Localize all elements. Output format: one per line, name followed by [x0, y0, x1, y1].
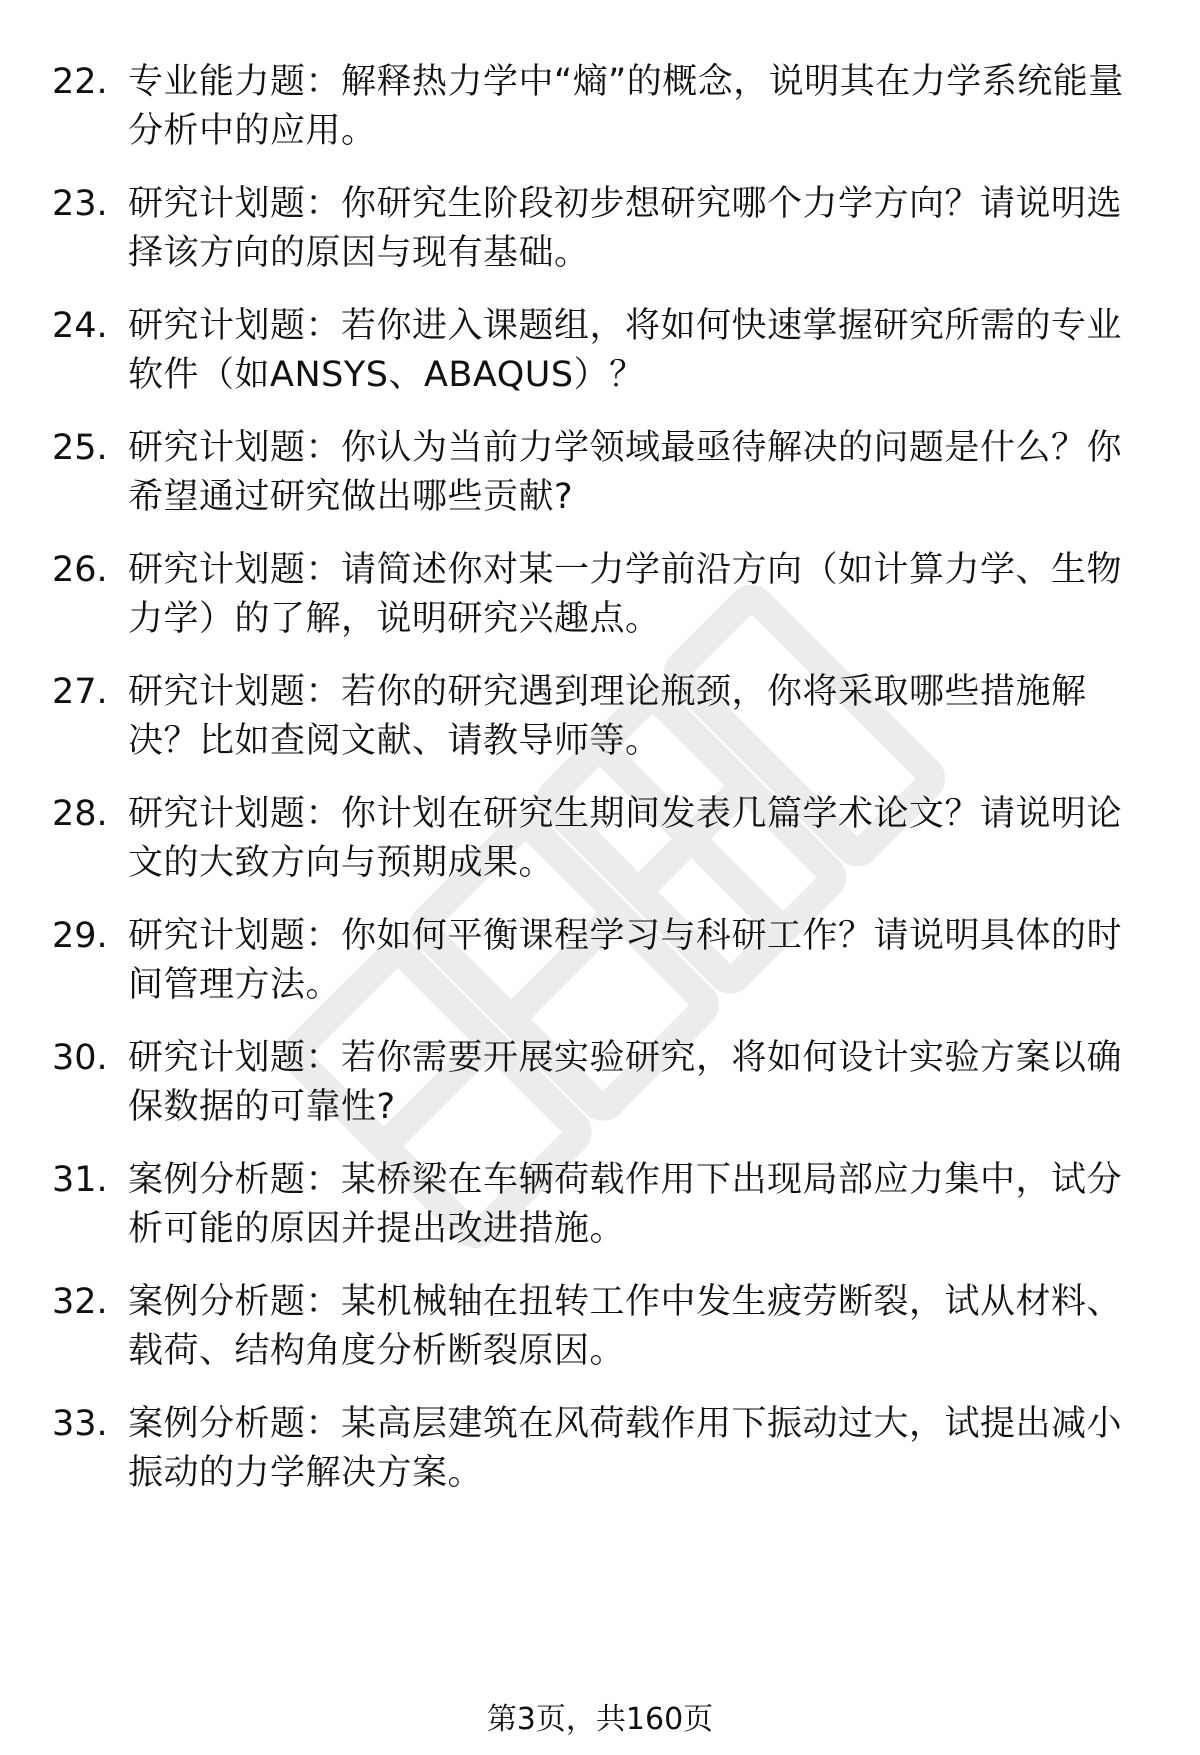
question-item — [52, 1400, 1152, 1522]
question-text: 研究计划题：你计划在研究生期间发表几篇学术论文？请说明论文的大致方向与预期成果。 — [128, 794, 1123, 883]
question-number: 26. — [52, 550, 108, 590]
question-number: 31. — [52, 1160, 108, 1200]
question-item — [52, 1156, 1152, 1278]
question-text: 研究计划题：你认为当前力学领域最亟待解决的问题是什么？你希望通过研究做出哪些贡献? — [128, 428, 1123, 517]
question-number: 30. — [52, 1038, 108, 1078]
question-text: 研究计划题：若你需要开展实验研究，将如何设计实验方案以确保数据的可靠性? — [128, 1038, 1123, 1127]
question-number: 23. — [52, 184, 108, 224]
page-number-label: 第3页，共160页 — [486, 1702, 714, 1737]
question-number: 28. — [52, 794, 108, 834]
question-item — [52, 1278, 1152, 1400]
question-text: 研究计划题：请简述你对某一力学前沿方向（如计算力学、生物力学）的了解，说明研究兴趣点。 — [128, 550, 1123, 639]
question-text: 研究计划题：若你进入课题组，将如何快速掌握研究所需的专业软件（如ANSYS、ABAQUS）？ — [128, 306, 1123, 395]
question-number: 24. — [52, 306, 108, 346]
question-text: 案例分析题：某高层建筑在风荷载作用下振动过大，试提出减小振动的力学解决方案。 — [128, 1404, 1123, 1493]
question-number: 33. — [52, 1404, 108, 1444]
question-text: 案例分析题：某桥梁在车辆荷载作用下出现局部应力集中，试分析可能的原因并提出改进措施。 — [128, 1160, 1123, 1249]
question-list — [52, 58, 1152, 1522]
question-text: 研究计划题：你如何平衡课程学习与科研工作？请说明具体的时间管理方法。 — [128, 916, 1123, 1005]
question-number: 29. — [52, 916, 108, 956]
question-number: 22. — [52, 62, 108, 102]
question-text: 研究计划题：若你的研究遇到理论瓶颈，你将采取哪些措施解决？比如查阅文献、请教导师等。 — [128, 672, 1087, 761]
question-item — [52, 790, 1152, 912]
question-text: 案例分析题：某机械轴在扭转工作中发生疲劳断裂，试从材料、载荷、结构角度分析断裂原因。 — [128, 1282, 1123, 1371]
question-item — [52, 58, 1152, 180]
question-text: 专业能力题：解释热力学中“熵”的概念，说明其在力学系统能量分析中的应用。 — [128, 62, 1124, 151]
question-item — [52, 424, 1152, 546]
question-number: 32. — [52, 1282, 108, 1322]
question-item — [52, 668, 1152, 790]
question-text: 研究计划题：你研究生阶段初步想研究哪个力学方向？请说明选择该方向的原因与现有基础。 — [128, 184, 1123, 273]
page-footer — [0, 1700, 1200, 1740]
question-item — [52, 912, 1152, 1034]
question-number: 25. — [52, 428, 108, 468]
question-number: 27. — [52, 672, 108, 712]
question-item — [52, 1034, 1152, 1156]
question-item — [52, 302, 1152, 424]
question-item — [52, 180, 1152, 302]
question-item — [52, 546, 1152, 668]
